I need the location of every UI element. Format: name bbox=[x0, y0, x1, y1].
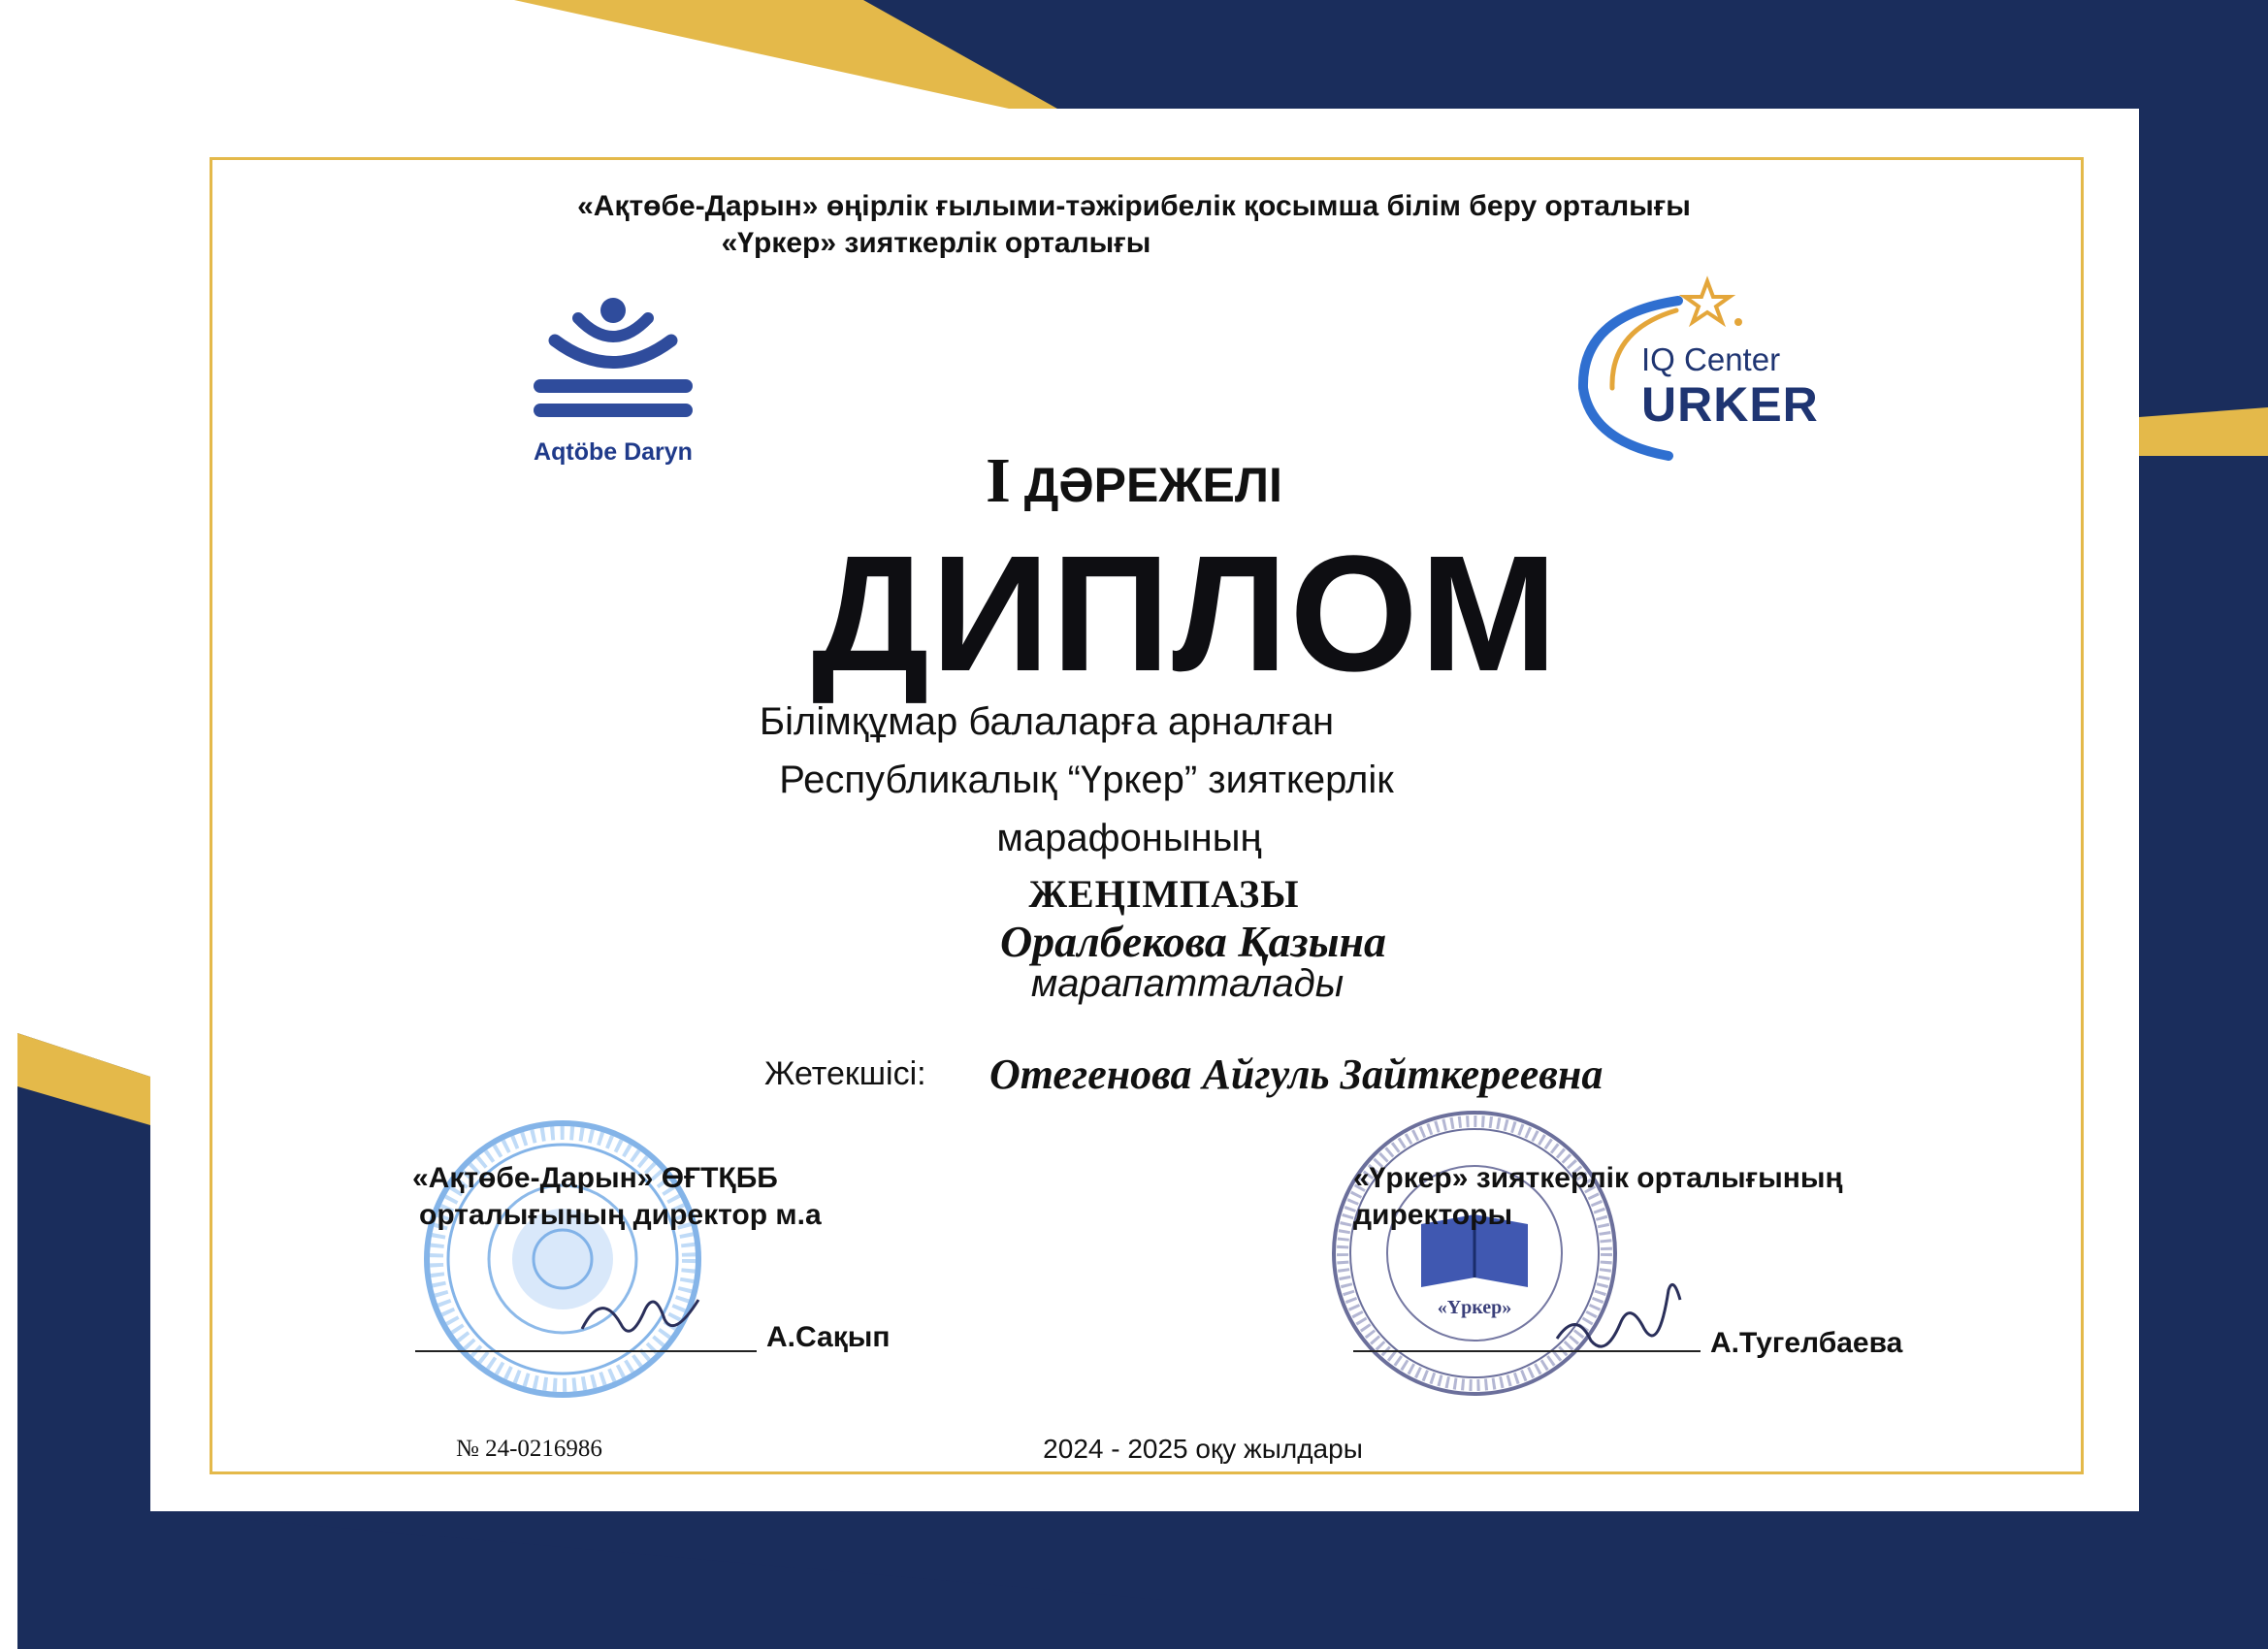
recipient-name: Оралбекова Қазына bbox=[999, 917, 1387, 966]
seal-urker-label: «Үркер» bbox=[1437, 1297, 1512, 1318]
round-seal-blue-icon bbox=[412, 1114, 713, 1405]
header-line-1: «Ақтөбе-Дарын» өңірлік ғылыми-тәжірибелік қосымша білім беру орталығы bbox=[577, 190, 1691, 222]
left-signature-scribble bbox=[572, 1271, 708, 1358]
left-signatory-name: А.Сақып bbox=[766, 1321, 891, 1353]
iq-center-label: IQ Center bbox=[1641, 341, 1781, 377]
degree-roman: I bbox=[986, 445, 1011, 516]
document-number: № 24-0216986 bbox=[456, 1436, 602, 1462]
leader-name: Отегенова Айгуль Зайткереевна bbox=[989, 1051, 1604, 1098]
diploma-title: ДИПЛОМ bbox=[811, 522, 1560, 706]
degree-heading bbox=[0, 444, 2268, 518]
awarded-label: марапатталады bbox=[1030, 962, 1345, 1005]
right-signatory-name: А.Тугелбаева bbox=[1710, 1327, 1903, 1359]
winner-label: ЖЕҢІМПАЗЫ bbox=[1028, 872, 1300, 916]
right-signatory-title-2: директоры bbox=[1353, 1199, 1513, 1231]
header-line-2: «Үркер» зияткерлік орталығы bbox=[721, 227, 1151, 259]
academic-year: 2024 - 2025 оқу жылдары bbox=[1043, 1434, 1363, 1464]
left-signatory-title-1: «Ақтөбе-Дарын» ӨҒТҚББ bbox=[412, 1162, 778, 1194]
leader-label: Жетекшісі: bbox=[764, 1055, 926, 1092]
urker-label: URKER bbox=[1641, 377, 1819, 432]
right-signature-scribble bbox=[1552, 1271, 1688, 1368]
degree-word: ДӘРЕЖЕЛІ bbox=[1023, 458, 1282, 512]
body-line-1: Білімқұмар балаларға арналған bbox=[759, 700, 1335, 743]
left-signatory-title-2: орталығының директор м.а bbox=[419, 1199, 822, 1231]
body-line-3: марафонының bbox=[996, 817, 1262, 859]
body-line-2: Республикалық “Үркер” зияткерлік bbox=[779, 759, 1394, 801]
right-signatory-title-1: «Үркер» зияткерлік орталығының bbox=[1353, 1162, 1843, 1194]
aqtobe-daryn-logo-text: Aqtöbe Daryn bbox=[534, 438, 693, 466]
